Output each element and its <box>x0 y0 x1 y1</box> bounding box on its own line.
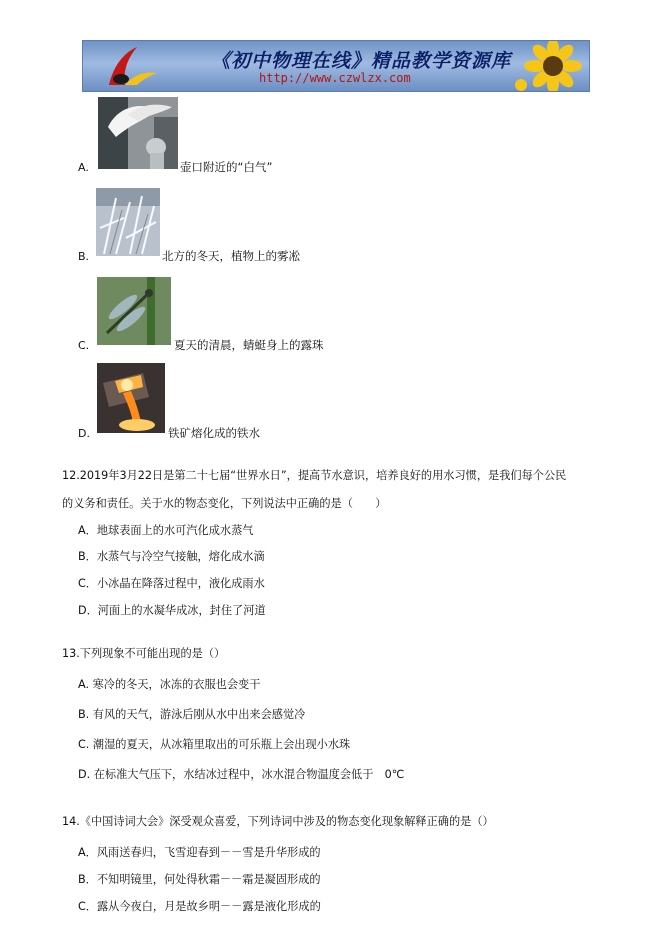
q14-option-c: C．露从今夜白，月是故乡明－－露是液化形成的 <box>78 900 321 913</box>
banner-title: 《初中物理在线》精品教学资源库 <box>211 50 512 72</box>
option-a-letter: A. <box>78 161 89 174</box>
kettle-steam-photo <box>98 97 178 169</box>
molten-iron-photo <box>97 363 165 433</box>
q12-option-b: B．水蒸气与冷空气接触，熔化成水滴 <box>78 550 265 563</box>
option-b-letter: B. <box>78 250 90 263</box>
q14-option-a: A．风雨送春归，飞雪迎春到－－雪是升华形成的 <box>78 846 321 859</box>
option-b-caption: 北方的冬天，植物上的雾凇 <box>162 249 300 263</box>
sunflower-icon <box>513 41 583 91</box>
dragonfly-dew-photo <box>97 277 171 345</box>
q13-option-b: B. 有风的天气，游泳后刚从水中出来会感觉冷 <box>78 708 306 721</box>
q13-option-c: C. 潮湿的夏天，从冰箱里取出的可乐瓶上会出现小水珠 <box>78 738 351 751</box>
header-banner <box>82 40 590 92</box>
q12-stem-line-1: 12.2019年3月22日是第二十七届“世界水日”，提高节水意识，培养良好的用水习惯，是我们每个公民 <box>62 469 567 482</box>
q14-stem: 14.《中国诗词大会》深受观众喜爱，下列诗词中涉及的物态变化现象解释正确的是（） <box>62 815 494 828</box>
q12-option-a: A．地球表面上的水可汽化成水蒸气 <box>78 524 254 537</box>
q14-option-b: B．不知明镜里，何处得秋霜－－霜是凝固形成的 <box>78 873 321 886</box>
option-a-caption: 壶口附近的“白气” <box>180 160 273 174</box>
rime-plant-photo <box>96 188 160 256</box>
option-c-caption: 夏天的清晨，蜻蜓身上的露珠 <box>174 338 324 352</box>
q13-stem: 13.下列现象不可能出现的是（） <box>62 647 226 660</box>
q13-option-a: A. 寒冷的冬天，冰冻的衣服也会变干 <box>78 678 261 691</box>
logo-icon <box>103 45 159 87</box>
option-c-letter: C. <box>78 339 90 352</box>
option-d-caption: 铁矿熔化成的铁水 <box>168 426 260 440</box>
q13-option-d: D. 在标准大气压下，水结冰过程中，冰水混合物温度会低于 0℃ <box>78 768 405 781</box>
q12-option-c: C．小冰晶在降落过程中，液化成雨水 <box>78 577 265 590</box>
q12-stem-line-2: 的义务和责任。关于水的物态变化，下列说法中正确的是（ ） <box>62 497 387 510</box>
q12-option-d: D．河面上的水凝华成冰，封住了河道 <box>78 604 266 617</box>
banner-url[interactable]: http://www.czwlzx.com <box>259 71 411 85</box>
option-d-letter: D. <box>78 427 90 440</box>
